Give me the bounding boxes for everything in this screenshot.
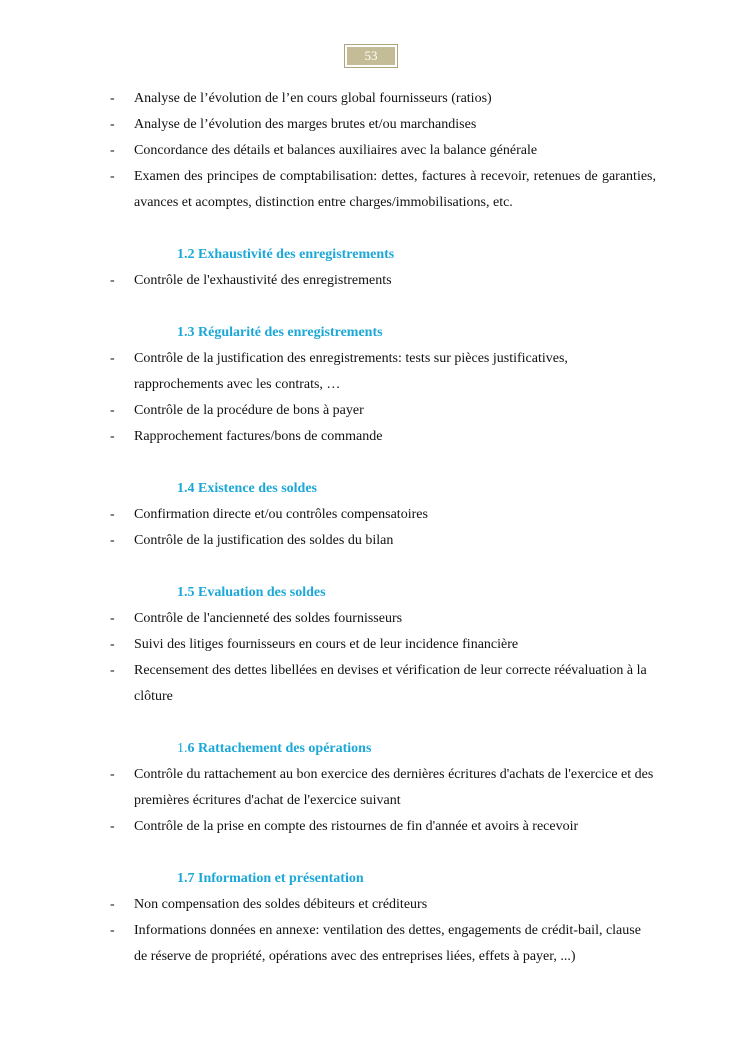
section-heading: 1.4 Existence des soldes (177, 481, 317, 496)
section-heading: 1.7 Information et présentation (177, 871, 364, 886)
bullet-dash: - (110, 169, 115, 184)
bullet-dash: - (110, 533, 115, 548)
document-body (110, 86, 656, 970)
list-item: - Analyse de l’évolution de l’en cours global fournisseurs (ratios) (110, 86, 656, 112)
list-item: - Contrôle de l'exhaustivité des enregistrements (110, 268, 656, 294)
intro-list (110, 86, 656, 216)
list-item: - Analyse de l’évolution des marges brutes et/ou marchandises (110, 112, 656, 138)
section-rattachement (110, 736, 656, 840)
bullet-dash: - (110, 507, 115, 522)
bullet-dash: - (110, 91, 115, 106)
list-item: - Recensement des dettes libellées en devises et vérification de leur correcte réévaluation à la clôture (110, 658, 656, 710)
bullet-dash: - (110, 117, 115, 132)
list-item: - Contrôle de la justification des enregistrements: tests sur pièces justificatives, rapprochements avec les contrats, … (110, 346, 656, 398)
section-heading: 1.6 Rattachement des opérations (177, 741, 372, 756)
bullet-dash: - (110, 273, 115, 288)
list-item: - Rapprochement factures/bons de commande (110, 424, 656, 450)
section-exhaustivite (110, 242, 656, 294)
bullet-dash: - (110, 923, 115, 938)
section-heading: 1.3 Régularité des enregistrements (177, 325, 383, 340)
bullet-dash: - (110, 403, 115, 418)
list-item: - Contrôle de la procédure de bons à payer (110, 398, 656, 424)
list-item: - Non compensation des soldes débiteurs et créditeurs (110, 892, 656, 918)
list-item: - Concordance des détails et balances auxiliaires avec la balance générale (110, 138, 656, 164)
list-item: - Contrôle du rattachement au bon exercice des dernières écritures d'achats de l'exercice et des premières écritures d'achat de l'exercice suivant (110, 762, 656, 814)
bullet-dash: - (110, 767, 115, 782)
section-heading: 1.2 Exhaustivité des enregistrements (177, 247, 395, 262)
list-item: - Examen des principes de comptabilisation: dettes, factures à recevoir, retenues de garanties, avances et acomptes, distinction entre charges/immobilisations, etc. (110, 164, 656, 216)
section-information (110, 866, 656, 970)
section-regularite (110, 320, 656, 450)
bullet-dash: - (110, 351, 115, 366)
bullet-dash: - (110, 897, 115, 912)
bullet-dash: - (110, 611, 115, 626)
bullet-dash: - (110, 819, 115, 834)
bullet-dash: - (110, 637, 115, 652)
bullet-dash: - (110, 429, 115, 444)
section-evaluation (110, 580, 656, 710)
list-item: - Contrôle de la prise en compte des ristournes de fin d'année et avoirs à recevoir (110, 814, 656, 840)
section-heading: 1.5 Evaluation des soldes (177, 585, 326, 600)
list-item: - Suivi des litiges fournisseurs en cours et de leur incidence financière (110, 632, 656, 658)
page-number: 53 (345, 45, 397, 67)
list-item: - Confirmation directe et/ou contrôles compensatoires (110, 502, 656, 528)
list-item: - Informations données en annexe: ventilation des dettes, engagements de crédit-bail, clause de réserve de propriété, opérations avec des entreprises liées, effets à payer, ...) (110, 918, 656, 970)
list-item: - Contrôle de la justification des soldes du bilan (110, 528, 656, 554)
bullet-dash: - (110, 143, 115, 158)
section-existence (110, 476, 656, 554)
bullet-dash: - (110, 663, 115, 678)
list-item: - Contrôle de l'ancienneté des soldes fournisseurs (110, 606, 656, 632)
